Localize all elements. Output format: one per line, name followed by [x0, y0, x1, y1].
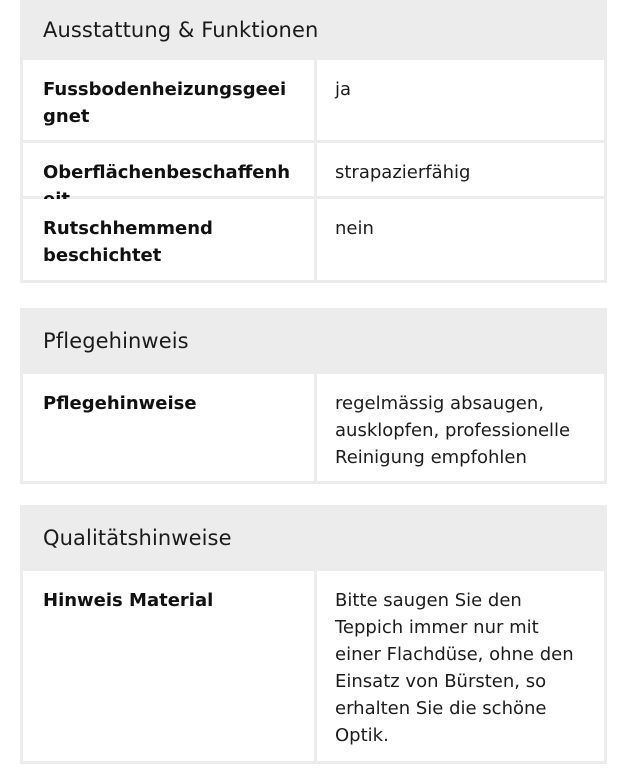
attribute-name: Hinweis Material — [23, 571, 314, 761]
table-row — [20, 571, 607, 761]
section-title: Pflegehinweis — [43, 329, 189, 353]
section-qualitaetshinweise — [20, 505, 607, 764]
table-row — [20, 60, 607, 140]
attribute-value: strapazierfähig — [317, 143, 604, 196]
section-title: Ausstattung & Funktionen — [43, 18, 319, 42]
attribute-name: Rutschhemmend beschichtet — [23, 199, 314, 280]
section-pflegehinweis — [20, 308, 607, 484]
attribute-name: Fussbodenheizungsgeeignet — [23, 60, 314, 140]
attribute-value: ja — [317, 60, 604, 140]
attribute-name: Oberflächenbeschaffenh — [23, 143, 314, 196]
attribute-value: nein — [317, 199, 604, 280]
attribute-value: Bitte saugen Sie den Teppich immer nur mit einer Flachdüse, ohne den Einsatz von Bürsten, so erhalten Sie die schöne Optik. — [317, 571, 604, 761]
section-title: Qualitätshinweise — [43, 526, 232, 550]
table-row — [20, 374, 607, 481]
attribute-name: Pflegehinweise — [23, 374, 314, 481]
section-ausstattung — [20, 0, 607, 283]
table-row — [20, 199, 607, 280]
table-row — [20, 143, 607, 196]
attribute-value: regelmässig absaugen, ausklopfen, professionelle Reinigung empfohlen — [317, 374, 604, 481]
